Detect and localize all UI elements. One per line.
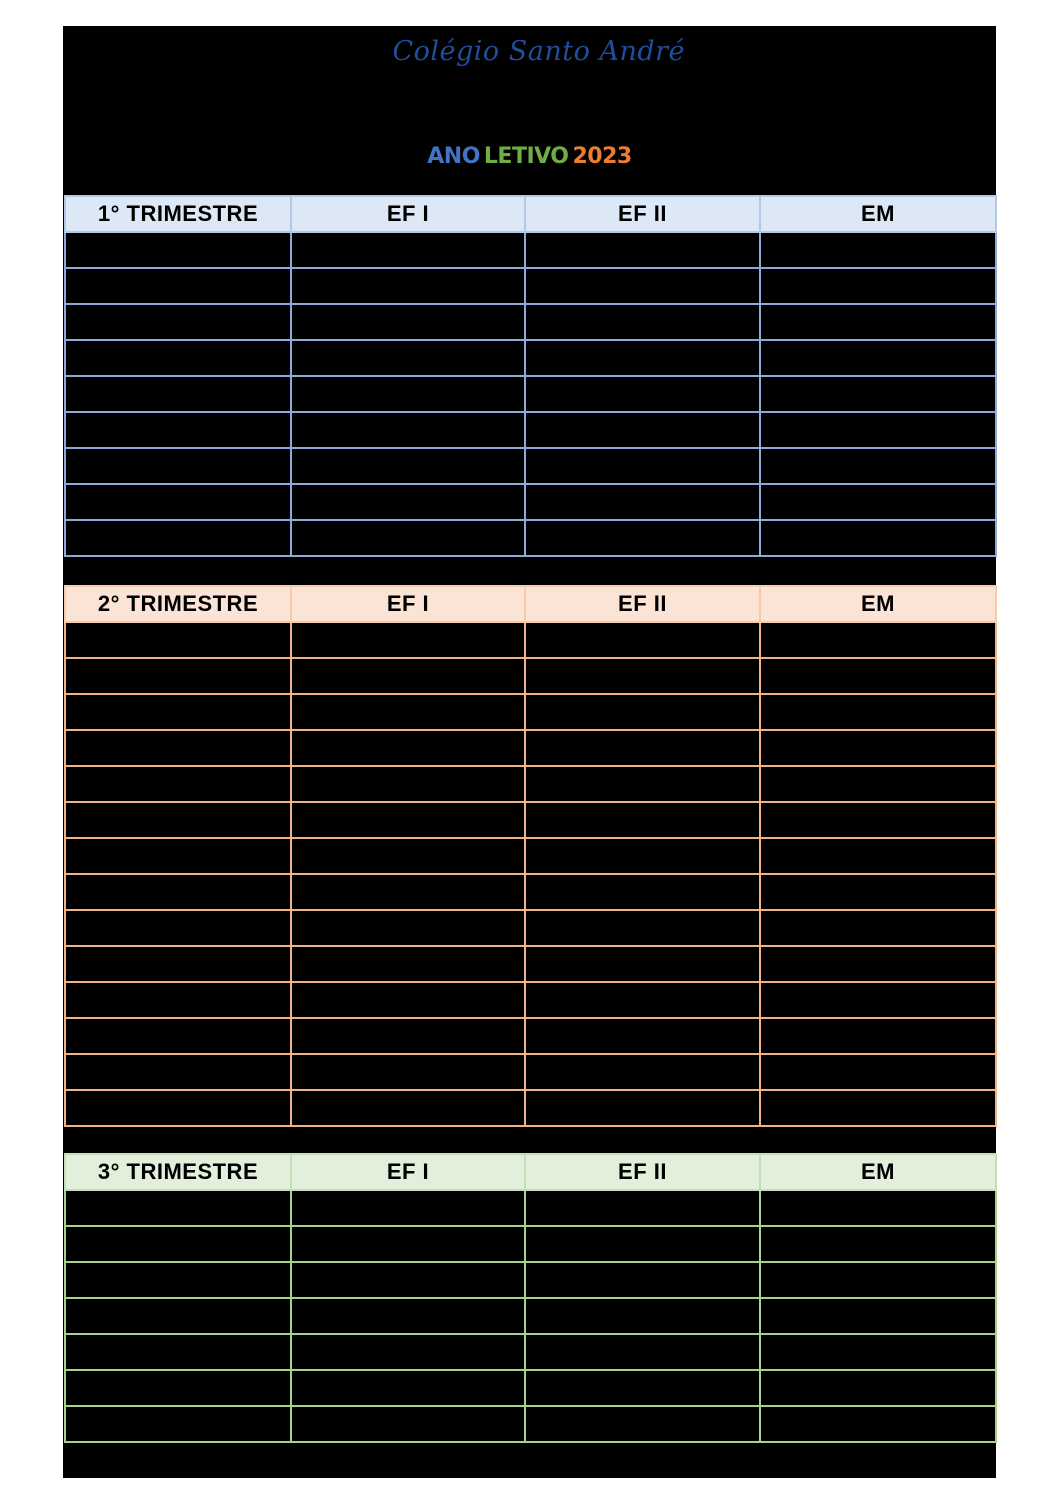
em-cell <box>760 1262 996 1298</box>
date-cell <box>65 304 291 340</box>
ef2-cell <box>525 1334 760 1370</box>
em-cell <box>760 982 996 1018</box>
table-row <box>65 520 996 556</box>
date-cell <box>65 1018 291 1054</box>
ef2-cell <box>525 766 760 802</box>
table-row <box>65 946 996 982</box>
table-row <box>65 658 996 694</box>
ef1-header: EF I <box>291 196 525 232</box>
ef2-cell <box>525 910 760 946</box>
ef1-cell <box>291 1018 525 1054</box>
ef2-cell <box>525 1226 760 1262</box>
ef1-cell <box>291 802 525 838</box>
em-cell <box>760 1370 996 1406</box>
em-cell <box>760 304 996 340</box>
table-row <box>65 268 996 304</box>
year-title-year: 2023 <box>572 144 632 169</box>
em-cell <box>760 658 996 694</box>
ef1-cell <box>291 232 525 268</box>
trimester-header: 1° TRIMESTRE <box>65 196 291 232</box>
ef1-cell <box>291 1298 525 1334</box>
date-cell <box>65 1298 291 1334</box>
ef1-cell <box>291 1190 525 1226</box>
em-cell <box>760 376 996 412</box>
date-cell <box>65 1090 291 1126</box>
date-cell <box>65 448 291 484</box>
date-cell <box>65 1054 291 1090</box>
ef1-cell <box>291 766 525 802</box>
table-row <box>65 1334 996 1370</box>
ef1-cell <box>291 268 525 304</box>
em-cell <box>760 1018 996 1054</box>
table-row <box>65 448 996 484</box>
em-cell <box>760 340 996 376</box>
trimester-header: 2° TRIMESTRE <box>65 586 291 622</box>
date-cell <box>65 802 291 838</box>
em-cell <box>760 412 996 448</box>
em-cell <box>760 1406 996 1442</box>
third-trimester-table <box>64 1153 997 1443</box>
table-row <box>65 1190 996 1226</box>
table-header-row <box>65 1154 996 1190</box>
date-cell <box>65 1406 291 1442</box>
em-cell <box>760 730 996 766</box>
table-row <box>65 1370 996 1406</box>
table-header-row <box>65 586 996 622</box>
table-row <box>65 1406 996 1442</box>
em-cell <box>760 622 996 658</box>
table-row <box>65 304 996 340</box>
ef2-cell <box>525 1298 760 1334</box>
table-row <box>65 1018 996 1054</box>
ef1-cell <box>291 622 525 658</box>
ef2-cell <box>525 1190 760 1226</box>
em-cell <box>760 268 996 304</box>
table-row <box>65 910 996 946</box>
ef2-cell <box>525 946 760 982</box>
ef2-cell <box>525 1018 760 1054</box>
date-cell <box>65 910 291 946</box>
table-row <box>65 1226 996 1262</box>
table-row <box>65 730 996 766</box>
em-cell <box>760 1090 996 1126</box>
ef2-cell <box>525 232 760 268</box>
em-cell <box>760 520 996 556</box>
ef2-cell <box>525 520 760 556</box>
ef2-cell <box>525 304 760 340</box>
ef1-header: EF I <box>291 586 525 622</box>
table-row <box>65 376 996 412</box>
em-cell <box>760 448 996 484</box>
ef1-cell <box>291 376 525 412</box>
first-trimester-table <box>64 195 997 557</box>
ef1-cell <box>291 982 525 1018</box>
date-cell <box>65 838 291 874</box>
swirl-logo-icon <box>385 26 386 76</box>
table-row <box>65 1054 996 1090</box>
ef2-cell <box>525 1406 760 1442</box>
ef1-header: EF I <box>291 1154 525 1190</box>
date-cell <box>65 268 291 304</box>
em-cell <box>760 766 996 802</box>
year-title-ano: ANO <box>427 144 480 169</box>
ef1-cell <box>291 304 525 340</box>
date-cell <box>65 694 291 730</box>
table-header-row <box>65 196 996 232</box>
ef2-cell <box>525 484 760 520</box>
date-cell <box>65 484 291 520</box>
ef2-cell <box>525 838 760 874</box>
em-header: EM <box>760 196 996 232</box>
ef2-header: EF II <box>525 196 760 232</box>
date-cell <box>65 946 291 982</box>
table-row <box>65 412 996 448</box>
ef2-cell <box>525 1370 760 1406</box>
ef2-header: EF II <box>525 586 760 622</box>
school-logo <box>385 26 685 76</box>
table-row <box>65 1262 996 1298</box>
ef2-cell <box>525 268 760 304</box>
em-cell <box>760 1054 996 1090</box>
em-cell <box>760 1190 996 1226</box>
ef2-cell <box>525 802 760 838</box>
ef2-cell <box>525 340 760 376</box>
ef1-cell <box>291 946 525 982</box>
em-cell <box>760 1334 996 1370</box>
date-cell <box>65 520 291 556</box>
table-row <box>65 622 996 658</box>
ef1-cell <box>291 448 525 484</box>
ef1-cell <box>291 838 525 874</box>
ef1-cell <box>291 694 525 730</box>
date-cell <box>65 340 291 376</box>
em-cell <box>760 232 996 268</box>
date-cell <box>65 1226 291 1262</box>
ef1-cell <box>291 1370 525 1406</box>
table-row <box>65 1090 996 1126</box>
year-title-letivo: LETIVO <box>483 144 569 169</box>
em-cell <box>760 694 996 730</box>
ef2-cell <box>525 730 760 766</box>
ef1-cell <box>291 910 525 946</box>
date-cell <box>65 730 291 766</box>
date-cell <box>65 622 291 658</box>
ef2-cell <box>525 448 760 484</box>
em-cell <box>760 838 996 874</box>
ef1-cell <box>291 412 525 448</box>
ef1-cell <box>291 658 525 694</box>
table-row <box>65 340 996 376</box>
em-header: EM <box>760 586 996 622</box>
school-year-title <box>63 144 996 169</box>
ef2-cell <box>525 874 760 910</box>
date-cell <box>65 1370 291 1406</box>
date-cell <box>65 1334 291 1370</box>
ef1-cell <box>291 730 525 766</box>
ef1-cell <box>291 1406 525 1442</box>
table-row <box>65 874 996 910</box>
em-header: EM <box>760 1154 996 1190</box>
ef1-cell <box>291 1262 525 1298</box>
calendar-page <box>63 26 996 1478</box>
ef2-header: EF II <box>525 1154 760 1190</box>
table-row <box>65 982 996 1018</box>
table-row <box>65 838 996 874</box>
second-trimester-table <box>64 585 997 1127</box>
date-cell <box>65 874 291 910</box>
ef1-cell <box>291 1334 525 1370</box>
ef2-cell <box>525 694 760 730</box>
ef2-cell <box>525 622 760 658</box>
date-cell <box>65 376 291 412</box>
school-name: Colégio Santo André <box>392 35 685 67</box>
ef1-cell <box>291 1226 525 1262</box>
date-cell <box>65 658 291 694</box>
table-row <box>65 232 996 268</box>
ef1-cell <box>291 340 525 376</box>
table-row <box>65 1298 996 1334</box>
date-cell <box>65 982 291 1018</box>
table-row <box>65 484 996 520</box>
em-cell <box>760 484 996 520</box>
date-cell <box>65 1190 291 1226</box>
table-row <box>65 766 996 802</box>
ef2-cell <box>525 1054 760 1090</box>
ef2-cell <box>525 1090 760 1126</box>
ef2-cell <box>525 658 760 694</box>
ef1-cell <box>291 520 525 556</box>
ef2-cell <box>525 1262 760 1298</box>
ef2-cell <box>525 376 760 412</box>
em-cell <box>760 946 996 982</box>
date-cell <box>65 766 291 802</box>
trimester-header: 3° TRIMESTRE <box>65 1154 291 1190</box>
em-cell <box>760 1226 996 1262</box>
ef1-cell <box>291 484 525 520</box>
table-row <box>65 802 996 838</box>
em-cell <box>760 1298 996 1334</box>
ef1-cell <box>291 1090 525 1126</box>
ef2-cell <box>525 412 760 448</box>
date-cell <box>65 1262 291 1298</box>
em-cell <box>760 874 996 910</box>
em-cell <box>760 802 996 838</box>
date-cell <box>65 412 291 448</box>
em-cell <box>760 910 996 946</box>
ef1-cell <box>291 1054 525 1090</box>
date-cell <box>65 232 291 268</box>
ef1-cell <box>291 874 525 910</box>
table-row <box>65 694 996 730</box>
ef2-cell <box>525 982 760 1018</box>
